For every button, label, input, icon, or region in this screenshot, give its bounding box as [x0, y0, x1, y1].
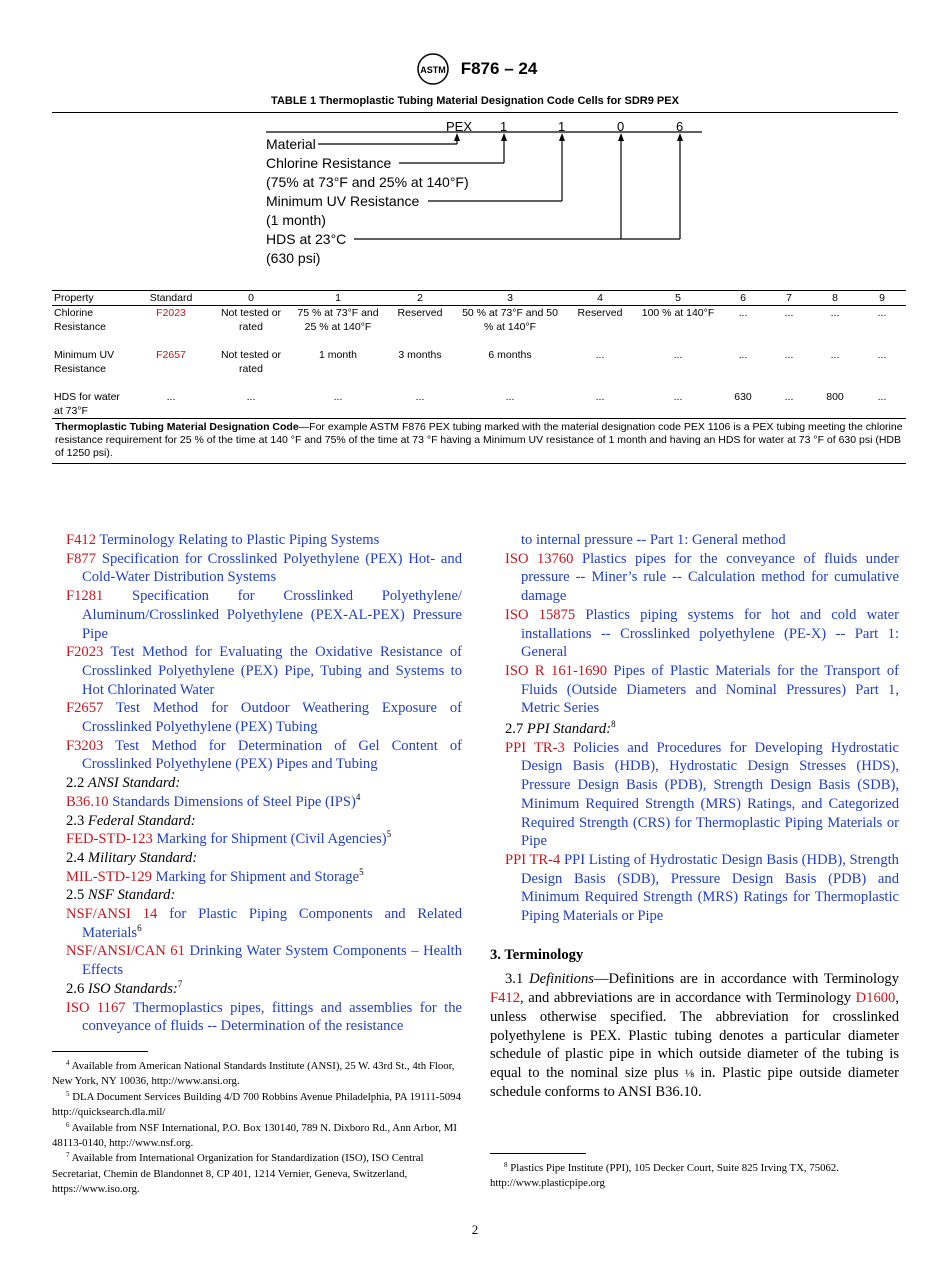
code-heading-chlorine: 1 — [500, 119, 508, 134]
subsection-heading — [66, 980, 462, 999]
reference-code-link[interactable]: ISO R 161-1690 — [505, 662, 607, 679]
reference-item — [505, 851, 899, 926]
column-header: Property — [52, 291, 132, 306]
footnote-marker: 4 — [355, 791, 361, 802]
reference-title-link[interactable]: Standards Dimensions of Steel Pipe (IPS) — [112, 793, 356, 810]
table-cell: ... — [384, 390, 456, 419]
footnotes-left — [52, 1059, 461, 1198]
subsection-heading — [66, 774, 462, 793]
subsection-title: NSF Standard: — [87, 887, 176, 904]
reference-item — [66, 999, 462, 1036]
reference-item — [66, 587, 462, 643]
table-cell: ... — [830, 349, 840, 361]
table-row — [52, 348, 906, 390]
reference-code-link[interactable]: FED-STD-123 — [66, 831, 153, 848]
reference-title-link[interactable]: Test Method for Determination of Gel Content of Crosslinked Polyethylene (PEX) Pipes and Tubing — [82, 737, 462, 773]
reference-item — [66, 830, 462, 849]
reference-code-link[interactable]: PPI TR-4 — [505, 851, 561, 868]
footnote-number: 5 — [66, 1089, 70, 1098]
table-cell: ... — [738, 349, 748, 361]
reference-item — [66, 737, 462, 774]
footnote-marker: 6 — [137, 922, 142, 933]
column-header: 5 — [636, 291, 720, 306]
reference-title-link[interactable]: PPI Listing of Hydrostatic Design Basis (HDB), Strength Design Basis (SDB), Pressure Design Basis (PDB) and Minimum Required Strength (MRS) Ratings for Thermoplastic Piping Materials or Pipe — [521, 851, 899, 925]
column-header: 8 — [812, 291, 858, 306]
table-cell: ... — [784, 349, 794, 361]
table-cell: 6 months — [488, 349, 532, 361]
subsection-number: 2.5 — [66, 887, 85, 904]
reference-item — [66, 550, 462, 587]
svg-text:ASTM: ASTM — [419, 65, 446, 75]
page-number: 2 — [471, 1222, 479, 1237]
table-cell: Not tested or rated — [220, 349, 282, 375]
table-cell: ... — [877, 307, 887, 319]
reference-item — [505, 606, 899, 662]
table-cell: ... — [858, 390, 906, 419]
section-heading: 3. Terminology — [490, 946, 584, 963]
table-cell: ... — [877, 349, 887, 361]
reference-title-link[interactable]: Marking for Shipment and Storage — [155, 868, 360, 885]
footnote — [490, 1161, 899, 1192]
reference-code-link[interactable]: F877 — [66, 550, 97, 567]
code-heading-reserved: 0 — [617, 119, 625, 134]
table-cell: ... — [595, 349, 605, 361]
right-column — [490, 531, 900, 1101]
column-header: Standard — [132, 291, 210, 306]
terminology-link[interactable]: F412 — [490, 990, 521, 1007]
footnote-text: Available from International Organization for Standardization (ISO), ISO Central Secretariat, Chemin de Blandonnet 8, CP 401, 1214 Vernier, Geneva, Switzerland, https://www.iso.org. — [52, 1152, 424, 1196]
footnote-number: 4 — [66, 1059, 70, 1067]
column-header: 6 — [720, 291, 766, 306]
reference-continuation — [505, 531, 899, 550]
property-cell: Minimum UV Resistance — [54, 349, 115, 375]
table-caption: TABLE 1 Thermoplastic Tubing Material Designation Code Cells for SDR9 PEX — [271, 95, 679, 107]
column-header: 7 — [766, 291, 812, 306]
left-column — [66, 531, 462, 1036]
reference-title-link[interactable]: Plastics piping systems for hot and cold water installations -- Crosslinked polyethylene (PE-X) -- Part 1: General — [521, 606, 899, 661]
fraction: ⅛ — [684, 1065, 694, 1080]
footnote-text: Available from NSF International, P.O. Box 130140, 789 N. Dixboro Rd., Ann Arbor, MI 48113-0140, http://www.nsf.org. — [52, 1121, 457, 1150]
table-cell: ... — [210, 390, 292, 419]
subsection-title: ANSI Standard: — [87, 775, 181, 792]
reference-code-link[interactable]: NSF/ANSI 14 — [66, 906, 158, 923]
footnote-rule — [490, 1153, 586, 1154]
standard-cell: ... — [132, 390, 210, 419]
table-footnote — [52, 419, 906, 464]
table-row — [52, 390, 906, 419]
diagram-lines — [52, 112, 898, 288]
subsection-title: Military Standard: — [87, 849, 198, 866]
definitions-paragraph — [490, 970, 899, 1101]
column-header: 9 — [858, 291, 906, 306]
table-cell: 100 % at 140°F — [641, 307, 715, 319]
reference-code-link[interactable]: F2657 — [66, 700, 104, 717]
paragraph-text: in. Plastic pipe outside diameter schedule conforms to ANSI B36.10. — [490, 1064, 899, 1100]
reference-code-link[interactable]: B36.10 — [66, 793, 109, 810]
table-cell: ... — [784, 307, 794, 319]
code-heading-material: PEX — [446, 119, 473, 134]
astm-logo-icon — [413, 52, 453, 86]
paragraph-number: 3.1 — [505, 971, 524, 988]
table-cell: Reserved — [397, 307, 443, 319]
footnote-marker: 7 — [177, 978, 183, 989]
subsection-number: 2.3 — [66, 812, 85, 829]
reference-code-link[interactable]: F1281 — [66, 588, 104, 605]
standard-link[interactable]: F2023 — [156, 307, 186, 319]
footnote-text: Plastics Pipe Institute (PPI), 105 Decker Court, Suite 825 Irving TX, 75062. http://www.plasticpipe.org — [490, 1162, 839, 1190]
table-cell: ... — [673, 349, 683, 361]
subsection-number: 2.7 — [505, 721, 524, 738]
page-header — [0, 52, 950, 86]
diagram-label-chlorine: Chlorine Resistance — [266, 155, 392, 171]
reference-title-link[interactable]: Specification for Crosslinked Polyethylene/ Aluminum/Crosslinked Polyethylene (PEX-AL-PEX) Pressure Pipe — [82, 588, 462, 642]
table-cell: ... — [738, 307, 748, 319]
diagram-label-hds: HDS at 23°C — [266, 231, 347, 247]
diagram-label-chlorine-detail: (75% at 73°F and 25% at 140°F) — [266, 174, 469, 190]
code-heading-uv: 1 — [558, 119, 566, 134]
reference-title-link[interactable]: Drinking Water System Components – Health Effects — [82, 943, 462, 979]
column-header: 1 — [292, 291, 384, 306]
table-cell: ... — [456, 390, 564, 419]
reference-item — [66, 531, 462, 550]
footnote — [52, 1059, 461, 1090]
code-heading-hds: 6 — [676, 119, 684, 134]
designation-code-diagram — [52, 112, 898, 288]
reference-title-link[interactable]: Marking for Shipment (Civil Agencies) — [156, 831, 387, 848]
footnote-number: 6 — [66, 1120, 70, 1129]
table-cell: 75 % at 73°F and 25 % at 140°F — [297, 307, 379, 333]
paragraph-text: —Definitions are in accordance with Terminology — [593, 971, 899, 988]
reference-item — [66, 942, 462, 979]
reference-code-link[interactable]: F2023 — [66, 644, 104, 661]
column-header: 0 — [210, 291, 292, 306]
subsection-number: 2.2 — [66, 775, 85, 792]
column-header: 4 — [564, 291, 636, 306]
table-header-row — [52, 291, 906, 306]
reference-item — [505, 739, 899, 851]
table-footnote-title: Thermoplastic Tubing Material Designation Code — [55, 421, 299, 433]
subsection-heading — [66, 849, 462, 868]
reference-item — [66, 868, 462, 887]
table-cell: Not tested or rated — [220, 307, 282, 333]
column-header: 3 — [456, 291, 564, 306]
paragraph-text: , unless otherwise specified. The abbreviation for crosslinked polyethylene is PEX. Plastic tubing denotes a particular diameter schedule of plastic pipe in which outside diameter of the tubing is equal to the nominal size plus — [490, 990, 899, 1081]
reference-item — [66, 793, 462, 812]
diagram-label-uv-detail: (1 month) — [266, 212, 326, 228]
table-cell: 630 — [720, 390, 766, 419]
table-cell: 50 % at 73°F and 50 % at 140°F — [462, 307, 558, 333]
table-cell: ... — [766, 390, 812, 419]
reference-title-link[interactable]: Plastics pipes for the conveyance of fluids under pressure -- Miner’s rule -- Calculation method for cumulative damage — [521, 550, 900, 605]
table-footnote-text: —For example ASTM F876 PEX tubing marked with the material designation code PEX 1106 is a PEX tubing meeting the chlorine resistance requirement for 25 % of the time at 140 °F and 75% of the time at 73 °F having a Minimum UV resistance of 1 month and having an HDS for water at 73 °F of 630 psi (HDB of 1250 psi). — [55, 421, 903, 459]
table-cell: Reserved — [577, 307, 623, 319]
footnote-text: DLA Document Services Building 4/D 700 Robbins Avenue Philadelphia, PA 19111-5094 http://quicksearch.dla.mil/ — [52, 1090, 461, 1119]
reference-code-link[interactable]: ISO 13760 — [505, 550, 574, 567]
standard-designation: F876 – 24 — [460, 59, 538, 78]
subsection-title: ISO Standards: — [87, 980, 178, 997]
footnote-marker: 8 — [611, 719, 616, 730]
diagram-label-material: Material — [266, 136, 316, 152]
footnote — [52, 1121, 461, 1152]
footnote-number: 8 — [504, 1161, 508, 1169]
reference-code-link[interactable]: NSF/ANSI/CAN 61 — [66, 943, 185, 960]
paragraph-title: Definitions — [529, 971, 594, 988]
reference-item — [505, 550, 899, 606]
footnote-number: 7 — [66, 1151, 70, 1160]
footnotes-right — [490, 1161, 899, 1192]
subsection-title: Federal Standard: — [87, 812, 196, 829]
table-footnote-row — [52, 419, 906, 464]
reference-code-link[interactable]: ISO 1167 — [66, 999, 126, 1016]
reference-title-link[interactable]: to internal pressure -- Part 1: General method — [521, 532, 786, 548]
reference-item — [66, 905, 462, 942]
diagram-label-uv: Minimum UV Resistance — [266, 193, 420, 209]
diagram-label-hds-detail: (630 psi) — [266, 250, 321, 266]
reference-code-link[interactable]: F412 — [66, 532, 97, 548]
reference-title-link[interactable]: Thermoplastics pipes, fittings and assemblies for the conveyance of fluids -- Determination of the resistance — [82, 999, 463, 1035]
subsection-number: 2.6 — [66, 980, 85, 997]
paragraph-text: , and abbreviations are in accordance with Terminology — [520, 990, 856, 1007]
subsection-heading — [66, 812, 462, 831]
property-cell: HDS for water at 73°F — [52, 390, 132, 419]
reference-title-link[interactable]: Test Method for Evaluating the Oxidative Resistance of Crosslinked Polyethylene (PEX) Pipe, Tubing and Systems to Hot Chlorinated Water — [82, 644, 462, 698]
reference-item — [505, 662, 899, 718]
table-cell: ... — [830, 307, 840, 319]
reference-code-link[interactable]: PPI TR-3 — [505, 739, 565, 756]
reference-item — [66, 643, 462, 699]
footnote — [52, 1151, 461, 1197]
footnote — [52, 1090, 461, 1121]
subsection-title: PPI Standard: — [526, 721, 612, 738]
footnote-marker: 5 — [359, 866, 364, 877]
reference-title-link[interactable]: Test Method for Outdoor Weathering Exposure of Crosslinked Polyethylene (PEX) Tubing — [82, 700, 462, 736]
reference-code-link[interactable]: F3203 — [66, 737, 104, 754]
terminology-link[interactable]: D1600 — [855, 990, 896, 1007]
footnote-rule — [52, 1051, 148, 1052]
reference-title-link[interactable]: for Plastic Piping Components and Related Materials — [82, 906, 463, 941]
footnote-text: Available from American National Standards Institute (ANSI), 25 W. 43rd St., 4th Floor, New York, NY 10036, http://www.ansi.org. — [52, 1060, 455, 1088]
reference-title-link[interactable]: Pipes of Plastic Materials for the Transport of Fluids (Outside Diameters and Nominal Pressures) Part 1, Metric Series — [521, 662, 899, 717]
reference-title-link[interactable]: Policies and Procedures for Developing Hydrostatic Design Basis (HDB), Hydrostatic Design Stresses (HDS), Pressure Design Basis (PDB), Strength Design Basis (SDB), Minimum Required Strength (MRS) Ratings, and Categorized Required Strength (CRS) for Thermoplastic Piping Materials or Pipe — [521, 739, 899, 850]
property-cell: Chlorine Resistance — [54, 307, 106, 333]
reference-code-link[interactable]: MIL-STD-129 — [66, 868, 152, 885]
table-cell: 3 months — [398, 349, 442, 361]
table-row — [52, 306, 906, 349]
reference-item — [66, 699, 462, 736]
footnote-marker: 5 — [386, 829, 392, 840]
standard-link[interactable]: F2657 — [156, 349, 186, 361]
subsection-heading — [66, 886, 462, 905]
table-cell: 1 month — [319, 349, 357, 361]
table-cell: 800 — [812, 390, 858, 419]
reference-title-link[interactable]: Specification for Crosslinked Polyethylene (PEX) Hot- and Cold-Water Distribution Systems — [82, 550, 463, 586]
reference-code-link[interactable]: ISO 15875 — [505, 606, 576, 623]
subsection-heading — [505, 720, 899, 739]
table-cell: ... — [292, 390, 384, 419]
column-header: 2 — [384, 291, 456, 306]
reference-title-link[interactable]: Terminology Relating to Plastic Piping Systems — [99, 532, 380, 548]
table-cell: ... — [564, 390, 636, 419]
designation-code-table — [52, 290, 906, 464]
subsection-number: 2.4 — [66, 849, 85, 866]
table-cell: ... — [636, 390, 720, 419]
